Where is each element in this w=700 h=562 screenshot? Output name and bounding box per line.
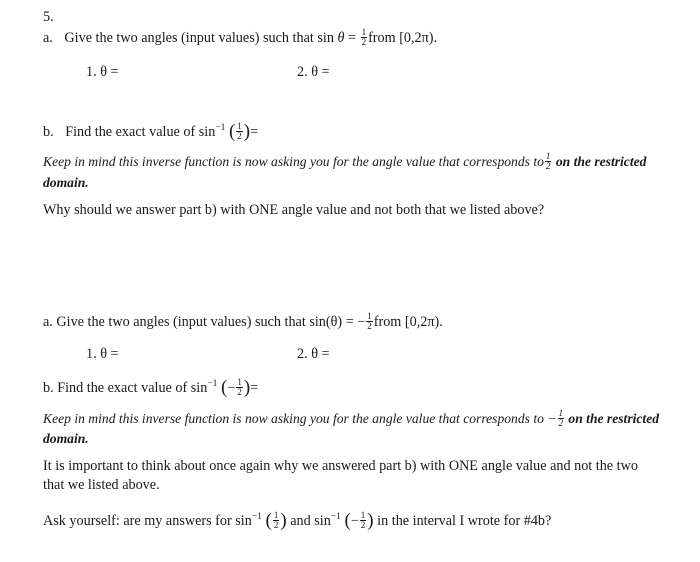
part2-ask: Ask yourself: are my answers for $\sin^{-1}$ ( $\frac{1}{2}$ ) and $\sin^{-1}$ (− $\frac{1}{2}$ ) in the interval I wrote for #4b?: [43, 509, 552, 531]
fraction-one-half: $\frac{1}{2}$: [237, 121, 242, 142]
inverse-superscript: −1: [207, 379, 218, 389]
part1-b-line: b. Find the exact value of $\sin^{-1}$ ( $\frac{1}{2}$ )=: [43, 120, 259, 142]
fraction-one-half: $\frac{1}{2}$: [558, 408, 563, 429]
negative-sign: −: [350, 513, 359, 529]
part2-ask-text: Ask yourself: are my answers for: [43, 513, 232, 529]
part2-note-bold: on the restricted: [568, 411, 660, 426]
inverse-superscript: −1: [251, 512, 262, 522]
part2-b-line: b. Find the exact value of $\sin^{-1}$ (− $\frac{1}{2}$ )=: [43, 376, 259, 398]
part1-answer-2: 2. θ =: [297, 64, 330, 80]
part2-note-text: Keep in mind this inverse function is now asking you for the angle value that corresponds to: [43, 411, 544, 426]
part2-a-line: [43, 312, 443, 332]
part1-a-line: [43, 28, 437, 48]
negative-sign: −: [547, 411, 557, 426]
part1-a-text: Give the two angles (input values) such that sin: [64, 30, 334, 46]
part2-note: [43, 409, 659, 429]
negative-sign: −: [357, 314, 366, 330]
part2-ask-end: in the interval I wrote for #4b?: [377, 513, 552, 529]
fraction-one-half: $\frac{1}{2}$: [367, 311, 372, 332]
fraction-one-half: $\frac{1}{2}$: [273, 510, 279, 531]
part1-b-eq: =: [250, 124, 259, 140]
negative-sign: −: [227, 380, 236, 396]
part2-ask-and: and: [290, 513, 311, 529]
fraction-one-half: $\frac{1}{2}$: [545, 151, 551, 172]
part1-note-bold: on the restricted: [555, 154, 647, 169]
arcsin-function: sin: [235, 513, 252, 529]
part1-a-eq: =: [348, 30, 357, 46]
part2-important-2: that we listed above.: [43, 477, 160, 493]
part2-a-from: from [0,2π).: [373, 314, 443, 330]
part2-a-text: a. Give the two angles (input values) such that sin(θ) =: [43, 314, 354, 330]
part2-b-eq: =: [250, 380, 259, 396]
arcsin-function: sin: [198, 124, 216, 140]
fraction-one-half: $\frac{1}{2}$: [360, 510, 366, 531]
part1-note-domain: domain.: [43, 175, 89, 190]
arcsin-function: sin: [314, 513, 331, 529]
part2-answer-1: 1. θ =: [86, 346, 119, 362]
part1-a-theta: θ: [337, 30, 345, 46]
fraction-one-half: $\frac{1}{2}$: [361, 27, 367, 48]
arcsin-function: sin: [190, 380, 208, 396]
part1-a-from: from [0,2π).: [368, 30, 438, 46]
part2-important-1: It is important to think about once again why we answered part b) with ONE angle value and not the two: [43, 458, 638, 474]
inverse-superscript: −1: [215, 123, 226, 133]
part2-b-text: b. Find the exact value of: [43, 380, 188, 396]
part1-answer-1: 1. θ =: [86, 64, 119, 80]
part1-note-text: Keep in mind this inverse function is now asking you for the angle value that corresponds to: [43, 154, 544, 169]
part2-note-domain: domain.: [43, 431, 89, 446]
inverse-superscript: −1: [330, 512, 341, 522]
problem-number: 5.: [43, 9, 54, 25]
part2-answer-2: 2. θ =: [297, 346, 330, 362]
fraction-one-half: $\frac{1}{2}$: [237, 377, 242, 398]
part1-b-label: b.: [43, 124, 54, 140]
part1-b-text: Find the exact value of: [65, 124, 196, 140]
part1-why: Why should we answer part b) with ONE angle value and not both that we listed above?: [43, 202, 545, 218]
part1-note: [43, 152, 646, 172]
part1-a-label: a.: [43, 30, 53, 46]
